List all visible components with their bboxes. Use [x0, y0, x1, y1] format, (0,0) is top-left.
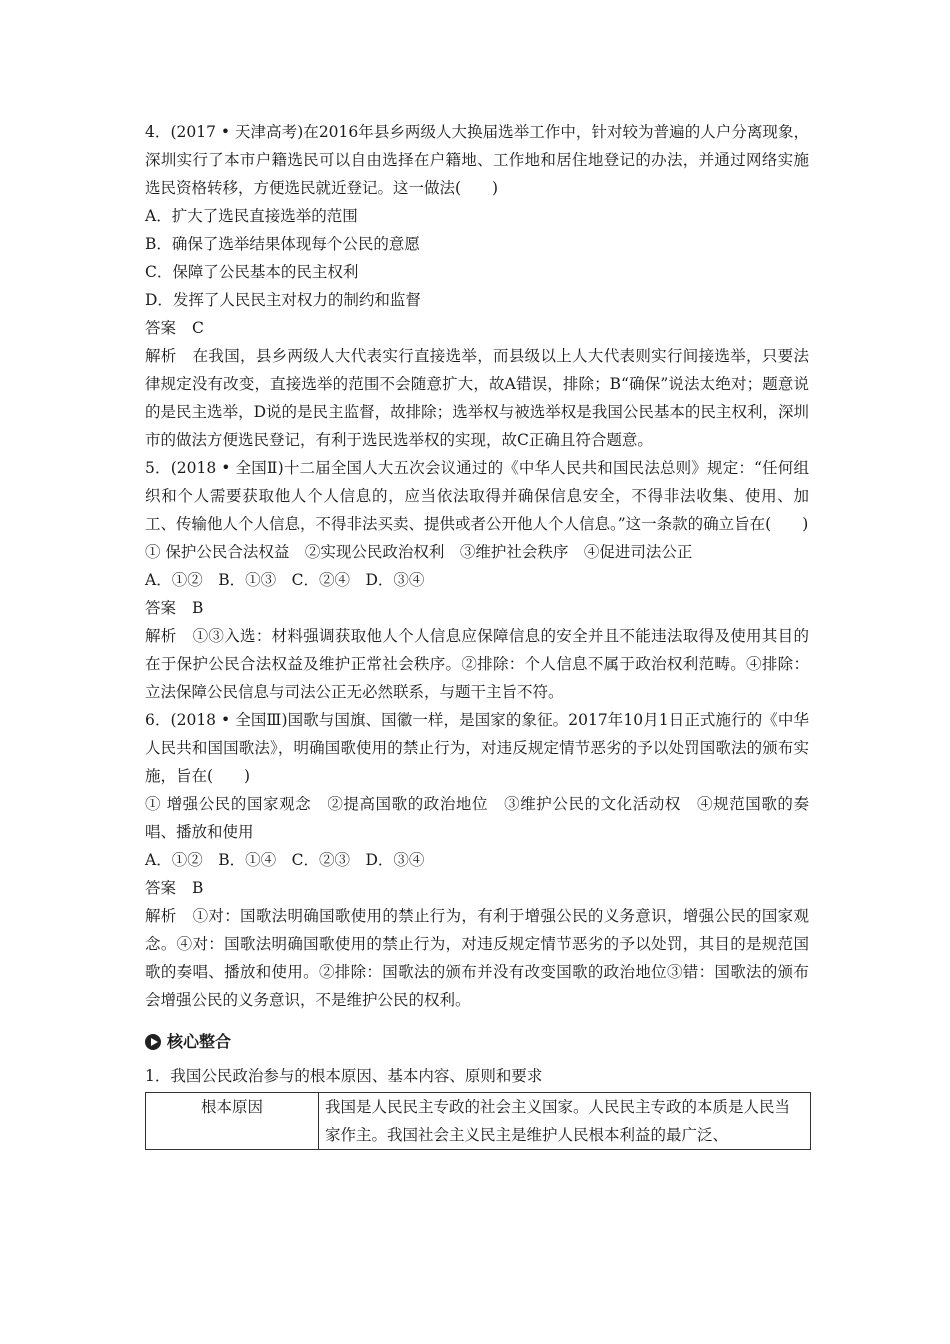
table-row [146, 1093, 811, 1150]
table-cell: 我国是人民民主专政的社会主义国家。人民民主专政的本质是人民当家作主。我国社会主义民主是维护人民根本利益的最广泛、 [319, 1093, 811, 1150]
table-row-header: 根本原因 [146, 1093, 319, 1150]
point-title: 1．我国公民政治参与的根本原因、基本内容、原则和要求 [145, 1067, 543, 1085]
answer-value: B [192, 879, 204, 897]
numbered-items: ① 保护公民合法权益 ②实现公民政治权利 ③维护社会秩序 ④促进司法公正 [145, 543, 693, 561]
analysis-text: ①对：国歌法明确国歌使用的禁止行为，有利于增强公民的义务意识，增强公民的国家观念。④对：国歌法明确国歌使用的禁止行为，对违反规定情节恶劣的予以处罚，其目的是规范国歌的奏唱、播放和使用。②排除：国歌法的颁布并没有改变国歌的政治地位③错：国歌法的颁布会增强公民的义务意识，不是维护公民的权利。 [145, 907, 809, 1009]
options-line: A．①② B．①④ C．②③ D．③④ [145, 851, 425, 869]
question-stem: 6．(2018 • 全国Ⅲ)国歌与国旗、国徽一样，是国家的象征。2017年10月1日正式施行的《中华人民共和国国歌法》，明确国歌使用的禁止行为，对违反规定情节恶劣的予以处罚国歌法的颁布实施，旨在( ) [145, 711, 809, 785]
analysis-paragraph [145, 902, 809, 1014]
answer-line [145, 874, 809, 902]
question-stem: 4．(2017 • 天津高考)在2016年县乡两级人大换届选举工作中，针对较为普遍的人户分离现象，深圳实行了本市户籍选民可以自由选择在户籍地、工作地和居住地登记的办法，并通过网络实施选民资格转移，方便选民就近登记。这一做法( ) [145, 123, 809, 197]
numbered-items: ① 增强公民的国家观念 ②提高国歌的政治地位 ③维护公民的文化活动权 ④规范国歌的奏唱、播放和使用 [145, 795, 809, 841]
analysis-label: 解析 [145, 627, 177, 645]
analysis-paragraph [145, 622, 809, 706]
section-heading [145, 1028, 809, 1056]
analysis-text: ①③入选：材料强调获取他人个人信息应保障信息的安全并且不能违法取得及使用其目的在于保护公民合法权益及维护正常社会秩序。②排除：个人信息不属于政治权利范畴。④排除：立法保障公民信息与司法公正无必然联系，与题干主旨不符。 [145, 627, 809, 701]
answer-line [145, 314, 809, 342]
answer-line [145, 594, 809, 622]
play-circle-icon [145, 1034, 161, 1050]
question-stem: 5．(2018 • 全国Ⅱ)十二届全国人大五次会议通过的《中华人民共和国民法总则》规定：“任何组织和个人需要获取他人个人信息的，应当依法取得并确保信息安全，不得非法收集、使用、加工、传输他人个人信息，不得非法买卖、提供或者公开他人个人信息。”这一条款的确立旨在( ) [145, 459, 809, 533]
option-d: D．发挥了人民民主对权力的制约和监督 [145, 291, 421, 309]
document-page [145, 118, 809, 1150]
option-b: B．确保了选举结果体现每个公民的意愿 [145, 235, 420, 253]
options-line: A．①② B．①③ C．②④ D．③④ [145, 571, 425, 589]
option-c: C．保障了公民基本的民主权利 [145, 263, 359, 281]
answer-label: 答案 [145, 319, 177, 337]
question-4 [145, 118, 809, 454]
section-title: 核心整合 [167, 1032, 232, 1051]
option-a: A．扩大了选民直接选举的范围 [145, 207, 358, 225]
analysis-label: 解析 [145, 347, 177, 365]
answer-label: 答案 [145, 599, 177, 617]
summary-table [145, 1092, 811, 1150]
question-5 [145, 454, 809, 706]
question-6 [145, 706, 809, 1014]
analysis-text: 在我国，县乡两级人大代表实行直接选举，而县级以上人大代表则实行间接选举，只要法律规定没有改变，直接选举的范围不会随意扩大，故A错误，排除；B“确保”说法太绝对；题意说的是民主选举，D说的是民主监督，故排除；选举权与被选举权是我国公民基本的民主权利，深圳市的做法方便选民登记，有利于选民选举权的实现，故C正确且符合题意。 [145, 347, 809, 449]
analysis-paragraph [145, 342, 809, 454]
answer-value: C [192, 319, 204, 337]
answer-label: 答案 [145, 879, 177, 897]
answer-value: B [192, 599, 204, 617]
analysis-label: 解析 [145, 907, 177, 925]
